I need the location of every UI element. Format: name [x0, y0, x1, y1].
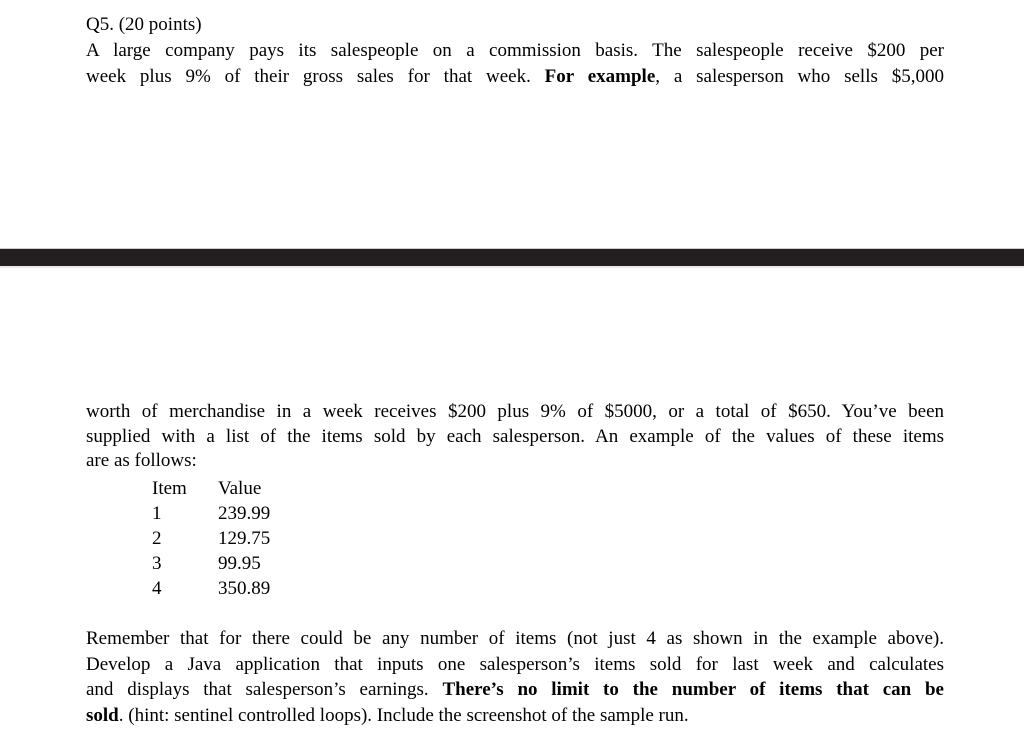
table-row: 2 129.75	[152, 528, 271, 549]
items-table	[152, 476, 270, 601]
table-row: 4 350.89	[152, 578, 271, 599]
final-line-4: sold. (hint: sentinel controlled loops). Include the screenshot of the sample run.	[86, 704, 689, 726]
intro-line-1: A large company pays its salespeople on a commission basis. The salespeople receive $200 per	[86, 40, 944, 61]
question-intro	[86, 12, 944, 90]
continuation-line-1: worth of merchandise in a week receives $200 plus 9% of $5000, or a total of $650. You’ve been	[86, 401, 944, 422]
question-continuation	[86, 400, 944, 474]
continuation-line-3: are as follows:	[86, 450, 197, 471]
final-line-2: Develop a Java application that inputs one salesperson’s items sold for last week and calculates	[86, 653, 944, 675]
question-instructions	[86, 626, 944, 728]
table-header: Item Value	[152, 478, 262, 499]
continuation-line-2: supplied with a list of the items sold by each salesperson. An example of the values of these items	[86, 425, 944, 447]
table-row: 3 99.95	[152, 553, 261, 574]
final-line-3: and displays that salesperson’s earnings. There’s no limit to the number of items that can be	[86, 679, 944, 700]
intro-line-2: week plus 9% of their gross sales for that week. For example, a salesperson who sells $5,000	[86, 66, 944, 87]
table-row: 1 239.99	[152, 503, 271, 524]
question-heading: Q5. (20 points)	[86, 14, 202, 35]
page-divider-bar	[0, 248, 1024, 268]
final-line-1: Remember that for there could be any number of items (not just 4 as shown in the example above).	[86, 628, 944, 649]
